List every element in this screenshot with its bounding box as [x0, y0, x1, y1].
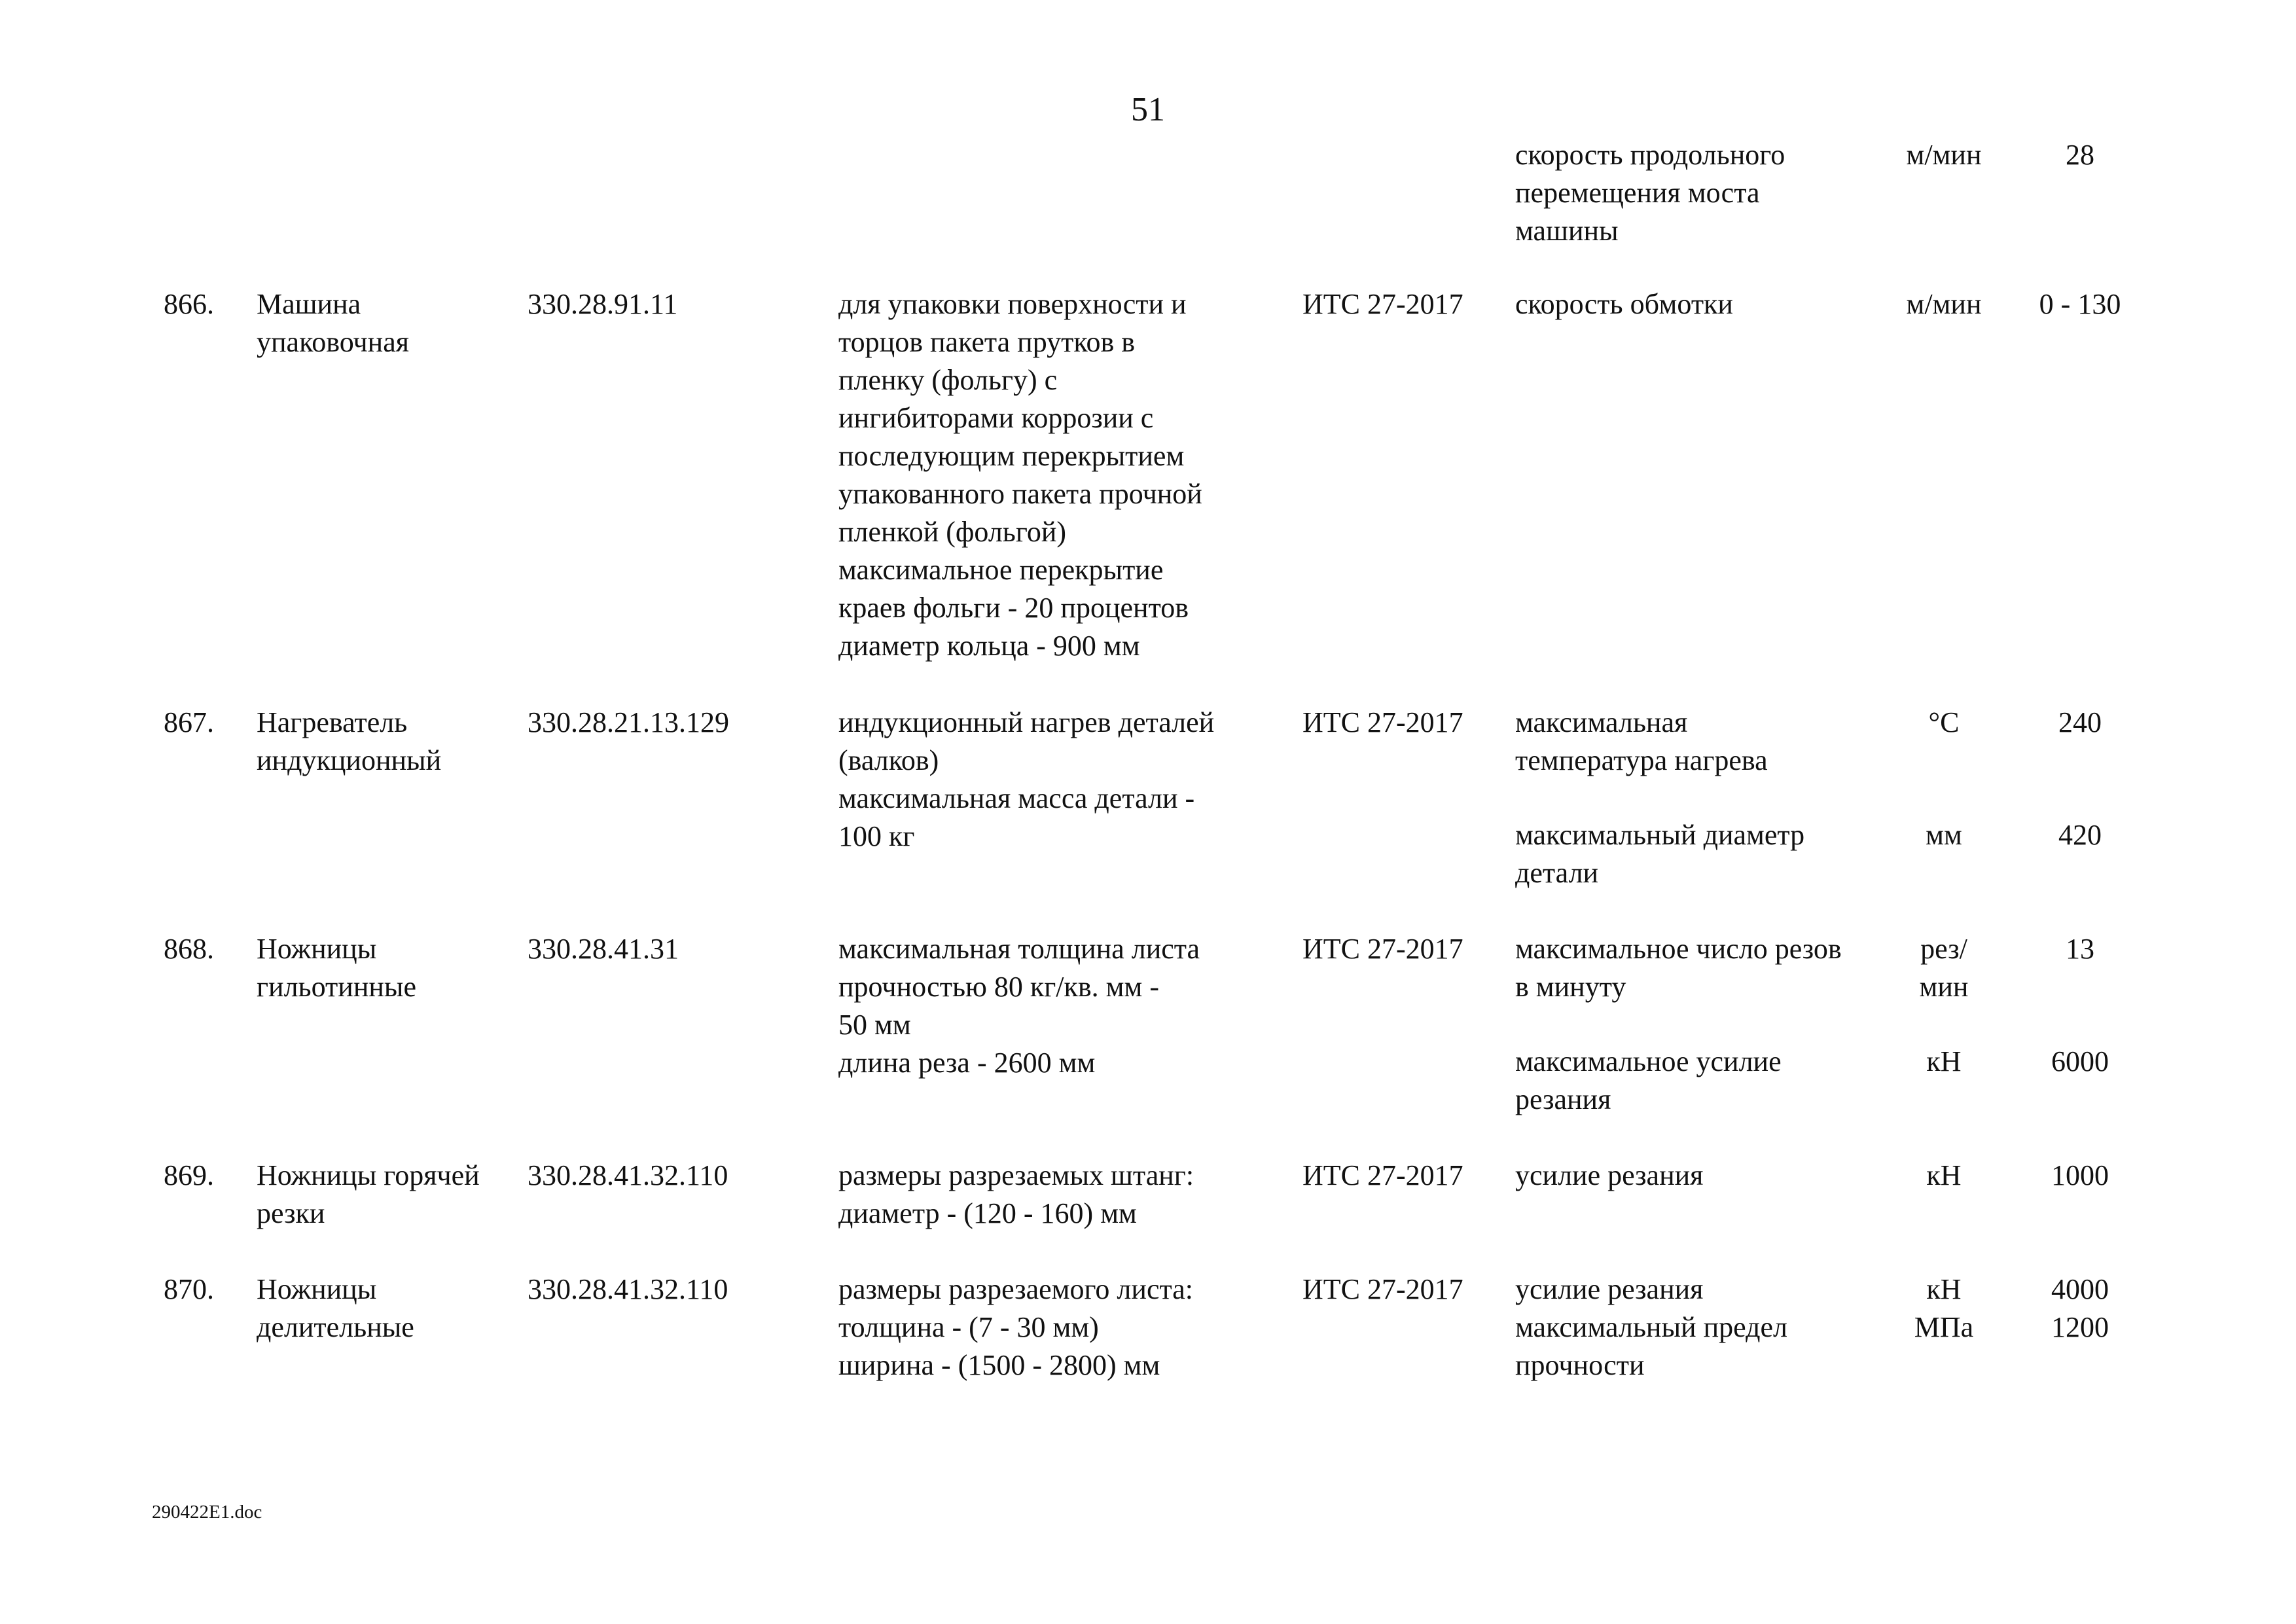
row-number: 866. — [164, 288, 214, 320]
item-description: максимальная толщина листа прочностью 80 кг/кв. мм - 50 мм длина реза - 2600 мм — [838, 933, 1200, 1079]
param-line: перемещения моста — [1515, 177, 1760, 209]
item-code: 330.28.91.11 — [528, 288, 678, 320]
value-cell: 28 — [2066, 139, 2094, 171]
row-number: 870. — [164, 1273, 214, 1305]
row-number: 867. — [164, 706, 214, 738]
item-code: 330.28.41.32.110 — [528, 1159, 728, 1191]
item-code: 330.28.21.13.129 — [528, 706, 729, 738]
item-name: Ножницы горячей резки — [257, 1159, 480, 1229]
param-cell: максимальное число резов в минуту максимальное усилие резания — [1515, 933, 1842, 1115]
unit-cell: м/мин — [1906, 139, 1982, 171]
value-cell: 0 - 130 — [2039, 288, 2121, 320]
unit-cell: °C мм — [1926, 706, 1962, 851]
row-number: 869. — [164, 1159, 214, 1191]
unit-cell: кН — [1926, 1159, 1962, 1191]
value-cell: 1000 — [2051, 1159, 2109, 1191]
value-cell: 4000 1200 — [2051, 1273, 2109, 1343]
param-cell: скорость обмотки — [1515, 288, 1733, 320]
param-cell: усилие резания — [1515, 1159, 1704, 1191]
value-cell: 240 420 — [2058, 706, 2102, 851]
param-line: машины — [1515, 215, 1619, 247]
item-standard: ИТС 27-2017 — [1302, 933, 1463, 965]
item-name: Нагреватель индукционный — [257, 706, 442, 776]
item-description: индукционный нагрев деталей (валков) максимальная масса детали - 100 кг — [838, 706, 1215, 852]
item-description: для упаковки поверхности и торцов пакета прутков в пленку (фольгу) с ингибиторами коррозии с последующим перекрытием упакованного пакета прочной пленкой (фольгой) максимальное перекрытие краев фольги - 20 процентов диаметр кольца - 900 мм — [838, 288, 1202, 662]
item-standard: ИТС 27-2017 — [1302, 288, 1463, 320]
item-code: 330.28.41.31 — [528, 933, 679, 965]
unit-cell: рез/ мин кН — [1919, 933, 1969, 1077]
item-standard: ИТС 27-2017 — [1302, 706, 1463, 738]
unit-cell: кН МПа — [1914, 1273, 1974, 1343]
item-description: размеры разрезаемых штанг: диаметр - (120 - 160) мм — [838, 1159, 1194, 1229]
row-number: 868. — [164, 933, 214, 965]
document-filename: 290422E1.doc — [152, 1502, 262, 1523]
param-cell — [1515, 136, 1908, 250]
page-number: 51 — [1131, 91, 1165, 128]
unit-cell: м/мин — [1906, 288, 1982, 320]
item-standard: ИТС 27-2017 — [1302, 1159, 1463, 1191]
item-name: Ножницы делительные — [257, 1273, 414, 1343]
item-name: Машина упаковочная — [257, 288, 409, 358]
item-code: 330.28.41.32.110 — [528, 1273, 728, 1305]
item-name: Ножницы гильотинные — [257, 933, 416, 1003]
param-cell: усилие резания максимальный предел прочности — [1515, 1273, 1787, 1381]
item-description: размеры разрезаемого листа: толщина - (7 - 30 мм) ширина - (1500 - 2800) мм — [838, 1273, 1193, 1381]
param-line: скорость продольного — [1515, 139, 1785, 171]
value-cell: 13 6000 — [2051, 933, 2109, 1077]
item-standard: ИТС 27-2017 — [1302, 1273, 1463, 1305]
param-cell: максимальная температура нагрева максимальный диаметр детали — [1515, 706, 1805, 889]
